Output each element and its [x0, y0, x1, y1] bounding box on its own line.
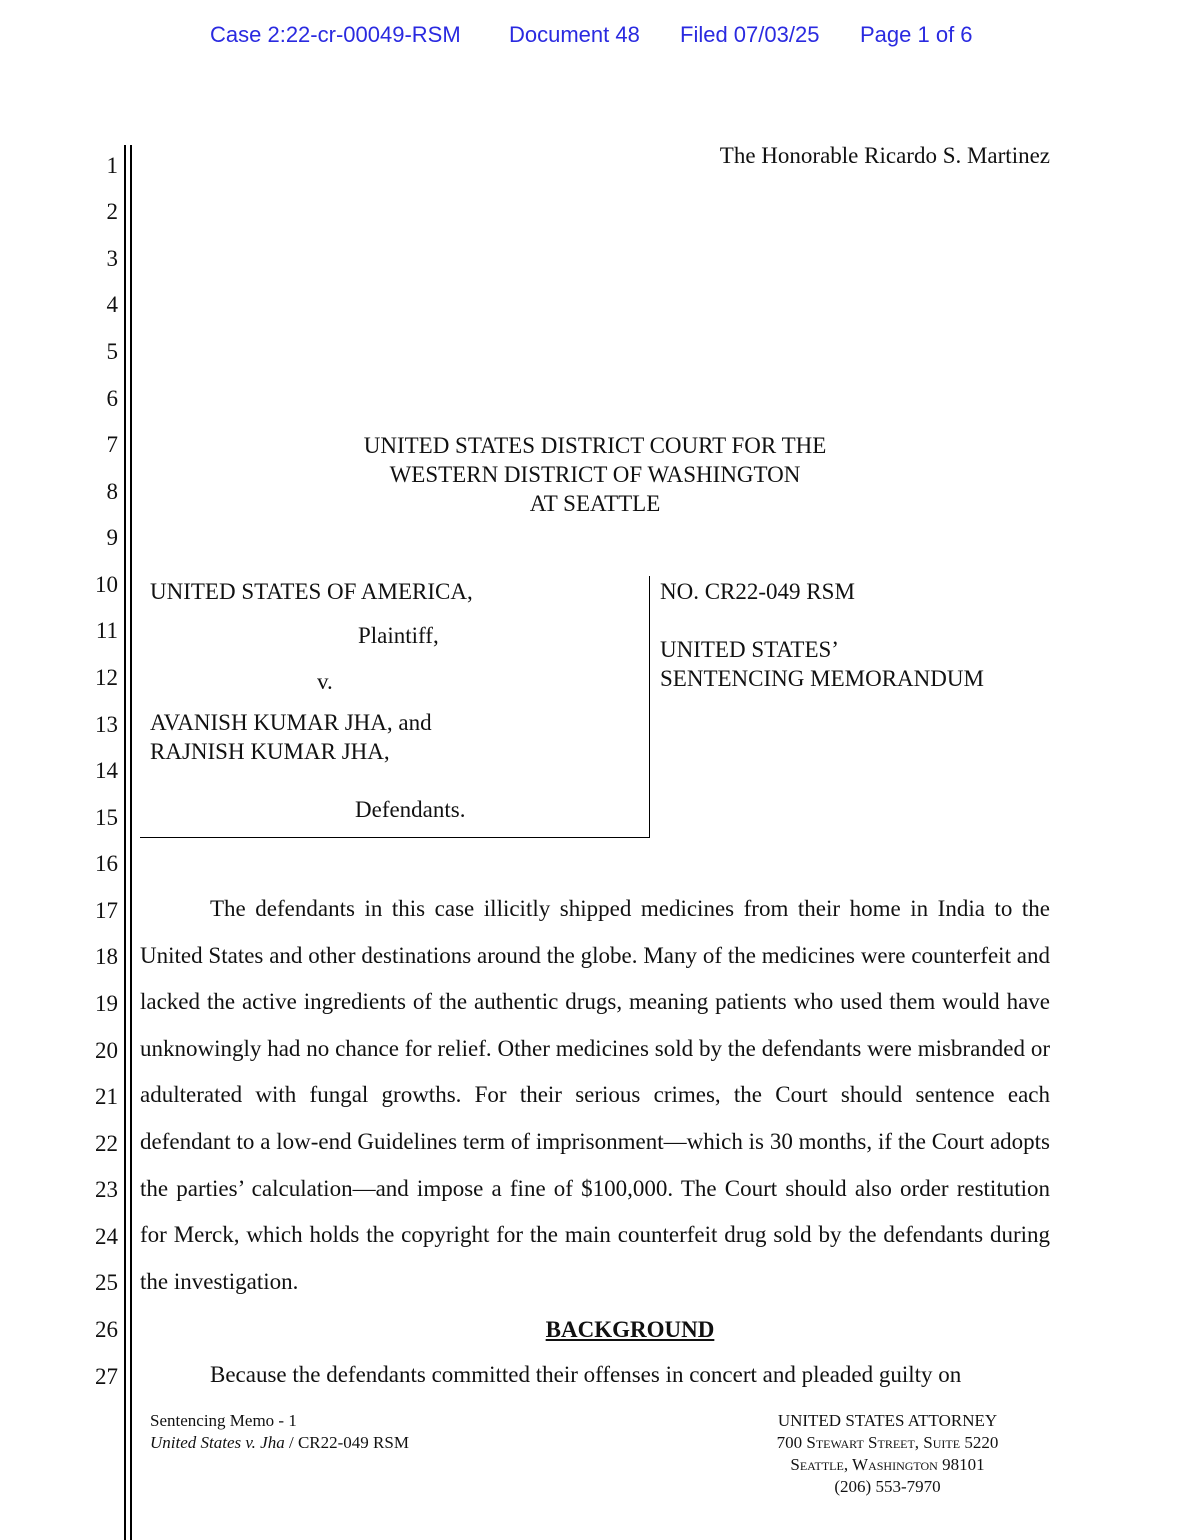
court-title-line3: AT SEATTLE [529, 491, 661, 516]
judge-name: The Honorable Ricardo S. Martinez [719, 143, 1050, 168]
defendant-name-2: RAJNISH KUMAR JHA, [150, 739, 390, 764]
line-number: 21 [95, 1084, 118, 1109]
footer-case-name: United States v. Jha [150, 1433, 285, 1452]
document-title-line1: UNITED STATES’ [660, 637, 839, 662]
line-number: 19 [95, 991, 118, 1016]
document-title-line2: SENTENCING MEMORANDUM [660, 666, 984, 691]
line-number: 17 [95, 898, 118, 923]
line-number: 23 [95, 1177, 118, 1202]
margin-rule-left [124, 145, 126, 1540]
section-heading [140, 1315, 1120, 1345]
line-number: 4 [106, 292, 118, 317]
line-number: 8 [106, 479, 118, 504]
plaintiff-name: UNITED STATES OF AMERICA, [150, 579, 473, 604]
line-number: 18 [95, 944, 118, 969]
footer-office-name: UNITED STATES ATTORNEY [777, 1411, 998, 1430]
section-heading-text: BACKGROUND [545, 1317, 715, 1342]
defendant-name-1: AVANISH KUMAR JHA, and [150, 710, 432, 735]
line-number: 7 [106, 432, 118, 457]
case-number: NO. CR22-049 RSM [660, 579, 855, 604]
line-number: 9 [106, 525, 118, 550]
line-number: 2 [106, 199, 118, 224]
header-filed-date: Filed 07/03/25 [680, 22, 820, 47]
line-number: 24 [95, 1224, 118, 1249]
line-number: 16 [95, 851, 118, 876]
line-number: 25 [95, 1270, 118, 1295]
caption-divider-horizontal [140, 837, 650, 838]
footer-phone: (206) 553-7970 [834, 1477, 941, 1496]
background-paragraph-text: Because the defendants committed their offenses in concert and pleaded guilty on [210, 1362, 962, 1387]
line-number: 22 [95, 1131, 118, 1156]
header-case-number: Case 2:22-cr-00049-RSM [210, 22, 461, 47]
footer-case-number: / CR22-049 RSM [284, 1433, 409, 1452]
intro-paragraph-text: The defendants in this case illicitly shipped medicines from their home in India to the United States and other destinations around the globe. Many of the medicines were counterfeit and lacked the active ingredients of the authentic drugs, meaning patients who used them would have unknowingly had no chance for relief. Other medicines sold by the defendants were misbranded or adulterated with fungal growths. For their serious crimes, the Court should sentence each defendant to a low-end Guidelines term of imprisonment—which is 30 months, if the Court adopts the parties’ calculation—and impose a fine of $100,000. The Court should also order restitution for Merck, which holds the copyright for the main counterfeit drug sold by the defendants during the investigation. [140, 896, 1050, 1294]
court-title-line2: WESTERN DISTRICT OF WASHINGTON [389, 462, 801, 487]
defendant-label: Defendants. [355, 797, 466, 822]
caption-divider-vertical [649, 576, 650, 838]
line-number: 27 [95, 1364, 118, 1389]
line-number: 5 [106, 339, 118, 364]
footer-case-cite [150, 1432, 409, 1453]
line-number: 1 [106, 153, 118, 178]
margin-rule-right [130, 145, 132, 1540]
footer-memo-page: Sentencing Memo - 1 [150, 1411, 297, 1430]
line-number: 10 [95, 572, 118, 597]
line-number: 3 [106, 246, 118, 271]
versus-label: v. [317, 669, 333, 694]
court-title-line1: UNITED STATES DISTRICT COURT FOR THE [363, 433, 827, 458]
header-document-number: Document 48 [509, 22, 640, 47]
ecf-header [0, 22, 1190, 52]
intro-paragraph [140, 886, 1050, 1305]
line-number: 26 [95, 1317, 118, 1342]
line-number: 13 [95, 712, 118, 737]
line-number: 20 [95, 1038, 118, 1063]
footer-city-state: Seattle, Washington 98101 [790, 1455, 985, 1474]
background-paragraph [140, 1352, 1050, 1399]
header-page-number: Page 1 of 6 [860, 22, 973, 47]
line-number: 15 [95, 805, 118, 830]
line-number: 6 [106, 386, 118, 411]
line-number: 11 [95, 618, 118, 643]
line-number: 14 [95, 758, 118, 783]
line-number: 12 [95, 665, 118, 690]
footer-street-address: 700 Stewart Street, Suite 5220 [776, 1433, 999, 1452]
plaintiff-label: Plaintiff, [358, 623, 439, 648]
